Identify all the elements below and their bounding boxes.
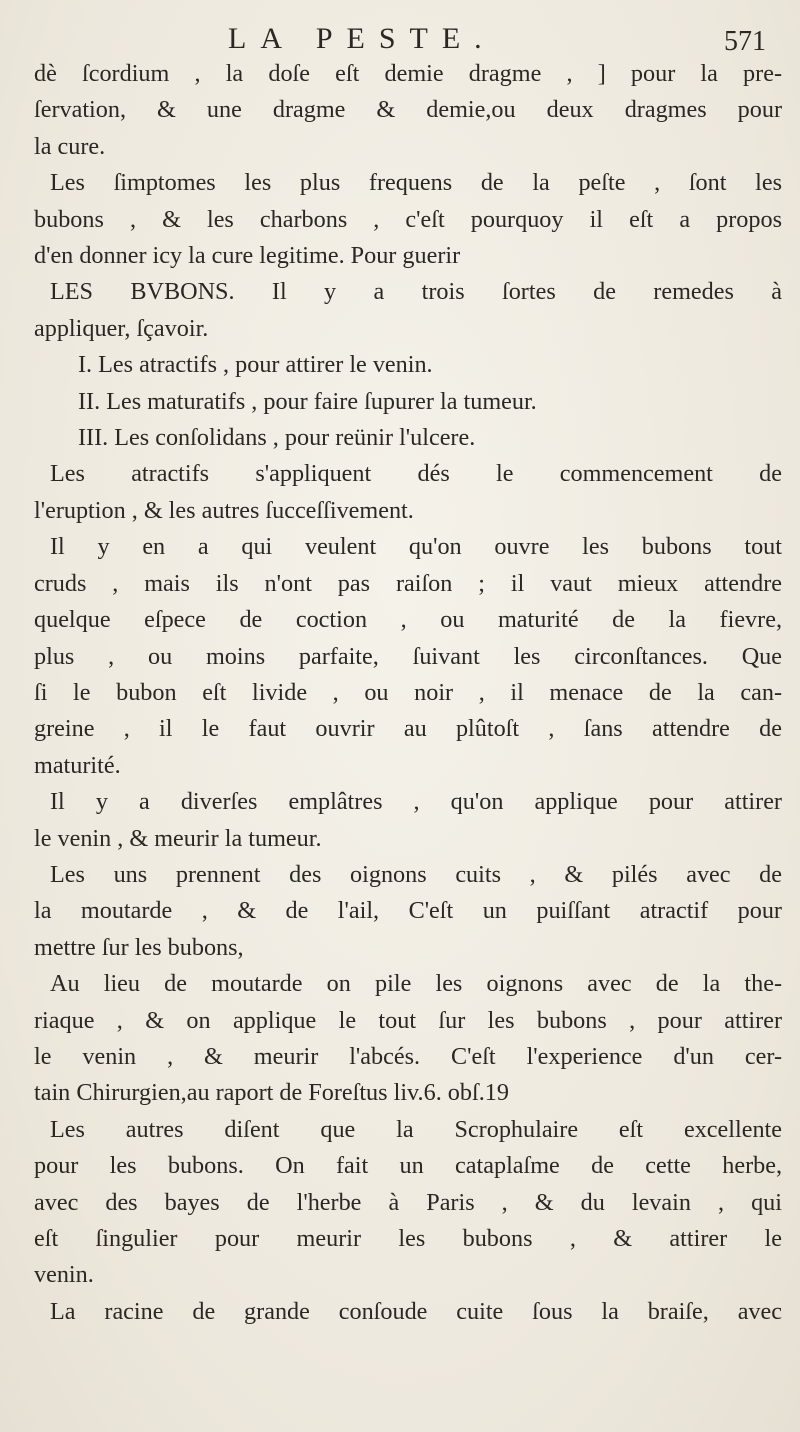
- text-line: La racine de grande conſoude cuite ſous la braiſe, avec: [50, 1297, 782, 1325]
- list-item: I. Les atractifs , pour attirer le venin.: [78, 351, 433, 379]
- text-line: pour les bubons. On fait un cataplaſme de cette herbe,: [34, 1152, 782, 1180]
- text-line: la cure.: [34, 132, 106, 160]
- text-line: d'en donner icy la cure legitime. Pour guerir: [34, 242, 461, 270]
- list-item: II. Les maturatifs , pour faire ſupurer la tumeur.: [78, 387, 537, 415]
- section-heading-line: LES BVBONS. Il y a trois ſortes de remedes à: [50, 278, 782, 306]
- text-line: dè ſcordium , la doſe eſt demie dragme , ] pour la pre-: [34, 60, 782, 87]
- text-line: mettre ſur les bubons,: [34, 933, 244, 961]
- text-line: appliquer, ſçavoir.: [34, 314, 209, 342]
- text-line: bubons , & les charbons , c'eſt pourquoy il eſt a propos: [34, 205, 782, 233]
- text-line: maturité.: [34, 751, 121, 779]
- running-title: LA PESTE.: [228, 22, 496, 55]
- text-line: venin.: [34, 1261, 94, 1289]
- text-line: riaque , & on applique le tout ſur les bubons , pour attirer: [34, 1006, 782, 1034]
- text-line: quelque eſpece de coction , ou maturité de la fievre,: [34, 606, 782, 634]
- page-number: 571: [724, 26, 766, 57]
- list-item: III. Les conſolidans , pour reünir l'ulcere.: [78, 424, 476, 452]
- text-line: Les ſimptomes les plus frequens de la peſte , ſont les: [50, 169, 782, 197]
- text-line: ſervation, & une dragme & demie,ou deux dragmes pour: [34, 96, 782, 124]
- text-line: tain Chirurgien,au raport de Foreſtus liv.6. obſ.19: [34, 1079, 509, 1107]
- text-line: Au lieu de moutarde on pile les oignons avec de la the-: [50, 970, 782, 998]
- text-line: la moutarde , & de l'ail, C'eſt un puiſſant atractif pour: [34, 897, 782, 925]
- text-line: Les uns prennent des oignons cuits , & pilés avec de: [50, 860, 782, 888]
- text-line: eſt ſingulier pour meurir les bubons , & attirer le: [34, 1225, 782, 1252]
- text-line: Il y en a qui veulent qu'on ouvre les bubons tout: [50, 533, 782, 561]
- text-line: l'eruption , & les autres ſucceſſivement.: [34, 496, 414, 524]
- body-text: [34, 56, 782, 1330]
- text-line: ſi le bubon eſt livide , ou noir , il menace de la can-: [34, 678, 782, 706]
- text-line: cruds , mais ils n'ont pas raiſon ; il vaut mieux attendre: [34, 569, 782, 597]
- text-line: le venin , & meurir la tumeur.: [34, 824, 322, 852]
- text-line: plus , ou moins parfaite, ſuivant les circonſtances. Que: [34, 642, 782, 670]
- text-line: greine , il le faut ouvrir au plûtoſt , ſans attendre de: [34, 715, 782, 743]
- text-line: Les autres diſent que la Scrophulaire eſt excellente: [50, 1115, 782, 1143]
- text-line: avec des bayes de l'herbe à Paris , & du levain , qui: [34, 1188, 782, 1216]
- text-line: Il y a diverſes emplâtres , qu'on applique pour attirer: [50, 788, 782, 816]
- text-line: le venin , & meurir l'abcés. C'eſt l'experience d'un cer-: [34, 1042, 782, 1070]
- text-line: Les atractifs s'appliquent dés le commencement de: [50, 460, 782, 488]
